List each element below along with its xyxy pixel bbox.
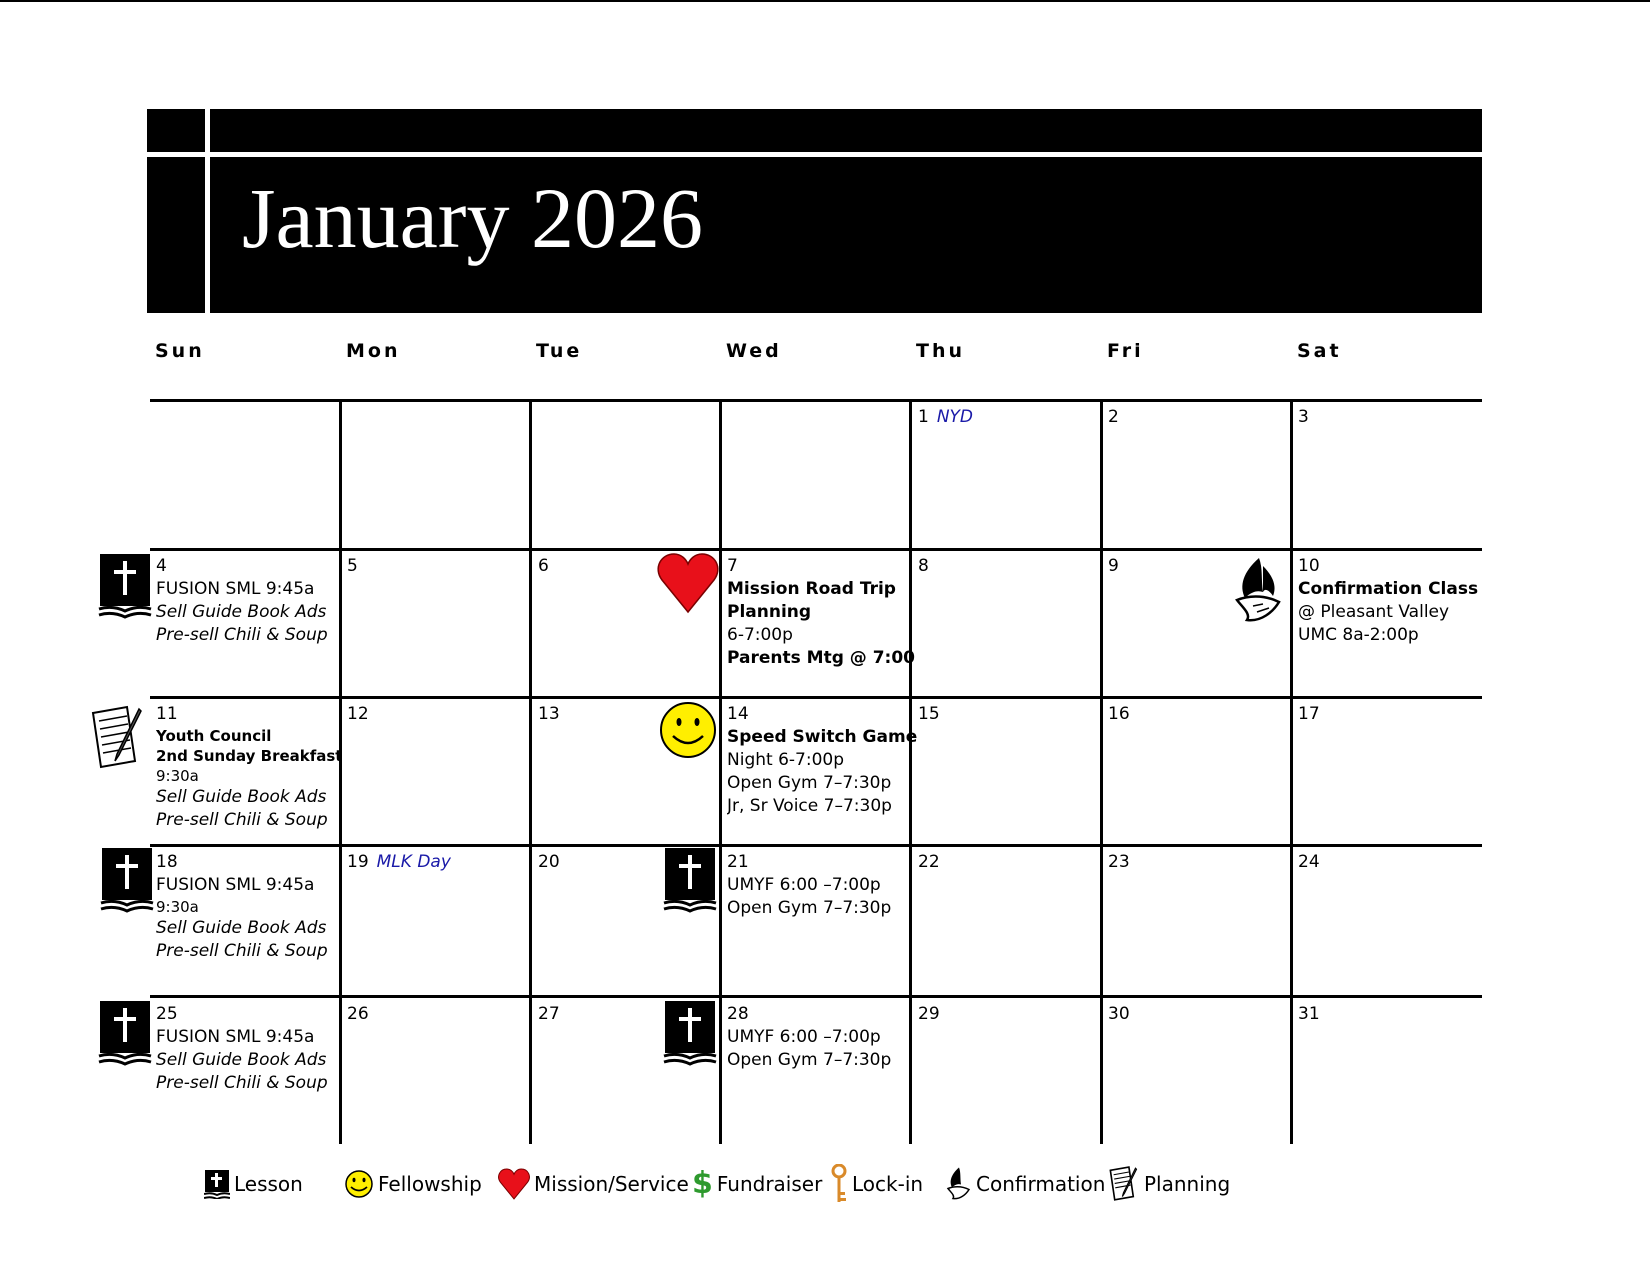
event-line: 9:30a [156,898,199,916]
legend-confirmation [946,1164,1105,1204]
day-number: 28 [727,1004,749,1024]
lesson-icon [204,1169,230,1199]
day-number: 8 [918,556,929,576]
event-line: Open Gym 7–7:30p [727,898,892,918]
holiday-label: NYD [936,407,974,427]
day-cell-30 [1108,1003,1130,1026]
day-number: 13 [538,704,560,724]
event-line: Confirmation Class [1298,579,1479,599]
lock-in-icon [830,1164,848,1204]
event-line: FUSION SML 9:45a [156,1027,315,1047]
day-number: 19 [347,852,369,872]
event-line: @ Pleasant Valley [1298,602,1450,622]
legend-label: Mission/Service [534,1172,689,1196]
event-line: Youth Council [156,727,272,745]
day-cell-19 [347,851,451,874]
day-cell-10 [1298,555,1478,647]
weekday-sat: Sat [1297,340,1342,362]
weekday-mon: Mon [346,340,401,362]
grid-line [719,399,722,1144]
lesson-icon [100,847,154,913]
day-cell-7 [727,555,915,670]
day-number: 27 [538,1004,560,1024]
day-cell-21 [727,851,891,920]
day-number: 22 [918,852,940,872]
event-line: Pre-sell Chili & Soup [156,625,328,645]
day-cell-11 [156,703,342,832]
day-number: 10 [1298,556,1320,576]
day-cell-5 [347,555,358,578]
day-cell-24 [1298,851,1320,874]
day-cell-16 [1108,703,1130,726]
grid-line [150,696,1482,699]
day-number: 9 [1108,556,1119,576]
event-line: 6-7:00p [727,625,793,645]
planning-icon [1108,1166,1140,1202]
legend-lock-in [830,1164,923,1204]
legend-label: Lock-in [852,1172,924,1196]
event-line: Pre-sell Chili & Soup [156,941,328,961]
fellowship-icon [344,1169,374,1199]
day-number: 3 [1298,407,1309,427]
day-cell-29 [918,1003,940,1026]
legend-label: Fellowship [378,1172,482,1196]
grid-line [1100,399,1103,1144]
day-cell-25 [156,1003,328,1095]
day-cell-9 [1108,555,1119,578]
day-number: 21 [727,852,749,872]
event-line: Night 6-7:00p [727,750,844,770]
month-title: January 2026 [242,170,703,266]
legend-label: Fundraiser [716,1172,823,1196]
day-number: 11 [156,704,178,724]
smiley-icon [659,700,717,760]
legend-fundraiser [692,1164,822,1204]
day-cell-26 [347,1003,369,1026]
mission-icon [498,1168,530,1200]
event-line: Mission Road Trip [727,579,896,599]
event-line: Parents Mtg @ 7:00 [727,648,915,668]
event-line: FUSION SML 9:45a [156,875,315,895]
day-number: 23 [1108,852,1130,872]
day-number: 30 [1108,1004,1130,1024]
event-line: 9:30a [156,767,199,785]
event-line: Sell Guide Book Ads [156,918,327,938]
lesson-icon [663,1000,717,1066]
day-number: 31 [1298,1004,1320,1024]
fundraiser-icon: $ [692,1166,713,1201]
day-number: 12 [347,704,369,724]
event-line: Pre-sell Chili & Soup [156,810,328,830]
day-number: 4 [156,556,167,576]
event-line: UMYF 6:00 –7:00p [727,1027,881,1047]
event-line: Jr, Sr Voice 7–7:30p [727,796,892,816]
legend-fellowship [344,1164,482,1204]
day-cell-4 [156,555,328,647]
weekday-fri: Fri [1107,340,1144,362]
day-cell-1 [918,406,973,429]
dove-icon [1233,556,1285,626]
day-number: 6 [538,556,549,576]
day-cell-28 [727,1003,891,1072]
event-line: FUSION SML 9:45a [156,579,315,599]
grid-line [150,548,1482,551]
banner-cross-vertical [205,109,210,313]
day-number: 26 [347,1004,369,1024]
day-number: 29 [918,1004,940,1024]
day-cell-6 [538,555,549,578]
event-line: UMYF 6:00 –7:00p [727,875,881,895]
day-number: 7 [727,556,738,576]
grid-line [150,995,1482,998]
day-cell-20 [538,851,560,874]
event-line: Sell Guide Book Ads [156,787,327,807]
weekday-tue: Tue [536,340,583,362]
lesson-icon [663,847,717,913]
day-cell-23 [1108,851,1130,874]
lesson-icon [98,1000,152,1066]
holiday-label: MLK Day [376,852,451,872]
legend-label: Planning [1144,1172,1231,1196]
top-rule [0,0,1650,2]
weekday-wed: Wed [726,340,782,362]
day-number: 17 [1298,704,1320,724]
day-number: 14 [727,704,749,724]
day-cell-31 [1298,1003,1320,1026]
month-banner [147,109,1482,313]
event-line: 2nd Sunday Breakfast [156,747,343,765]
day-cell-17 [1298,703,1320,726]
grid-line [529,399,532,1144]
day-number: 18 [156,852,178,872]
grid-line [150,399,1482,402]
day-number: 15 [918,704,940,724]
day-number: 16 [1108,704,1130,724]
event-line: Sell Guide Book Ads [156,1050,327,1070]
confirmation-icon [946,1166,972,1202]
event-line: Open Gym 7–7:30p [727,773,892,793]
legend-planning [1108,1164,1230,1204]
event-line: UMC 8a-2:00p [1298,625,1419,645]
day-cell-2 [1108,406,1119,429]
grid-line [1290,399,1293,1144]
legend-label: Lesson [234,1172,303,1196]
grid-line [150,844,1482,847]
legend-mission [498,1164,689,1204]
lesson-icon [98,553,152,619]
day-number: 20 [538,852,560,872]
day-cell-3 [1298,406,1309,429]
day-cell-18 [156,851,328,963]
banner-cross-horizontal [147,152,1482,157]
legend-label: Confirmation [976,1172,1106,1196]
weekday-sun: Sun [155,340,205,362]
day-number: 5 [347,556,358,576]
day-cell-15 [918,703,940,726]
legend-lesson [204,1164,303,1204]
planning-icon [89,705,147,771]
day-cell-12 [347,703,369,726]
day-number: 1 [918,407,929,427]
day-cell-13 [538,703,560,726]
event-line: Speed Switch Game [727,727,918,747]
day-number: 2 [1108,407,1119,427]
event-line: Planning [727,602,812,622]
day-number: 24 [1298,852,1320,872]
weekday-thu: Thu [916,340,966,362]
heart-icon [657,552,719,614]
day-number: 25 [156,1004,178,1024]
day-cell-8 [918,555,929,578]
day-cell-27 [538,1003,560,1026]
day-cell-14 [727,703,917,818]
event-line: Pre-sell Chili & Soup [156,1073,328,1093]
event-line: Open Gym 7–7:30p [727,1050,892,1070]
event-line: Sell Guide Book Ads [156,602,327,622]
day-cell-22 [918,851,940,874]
